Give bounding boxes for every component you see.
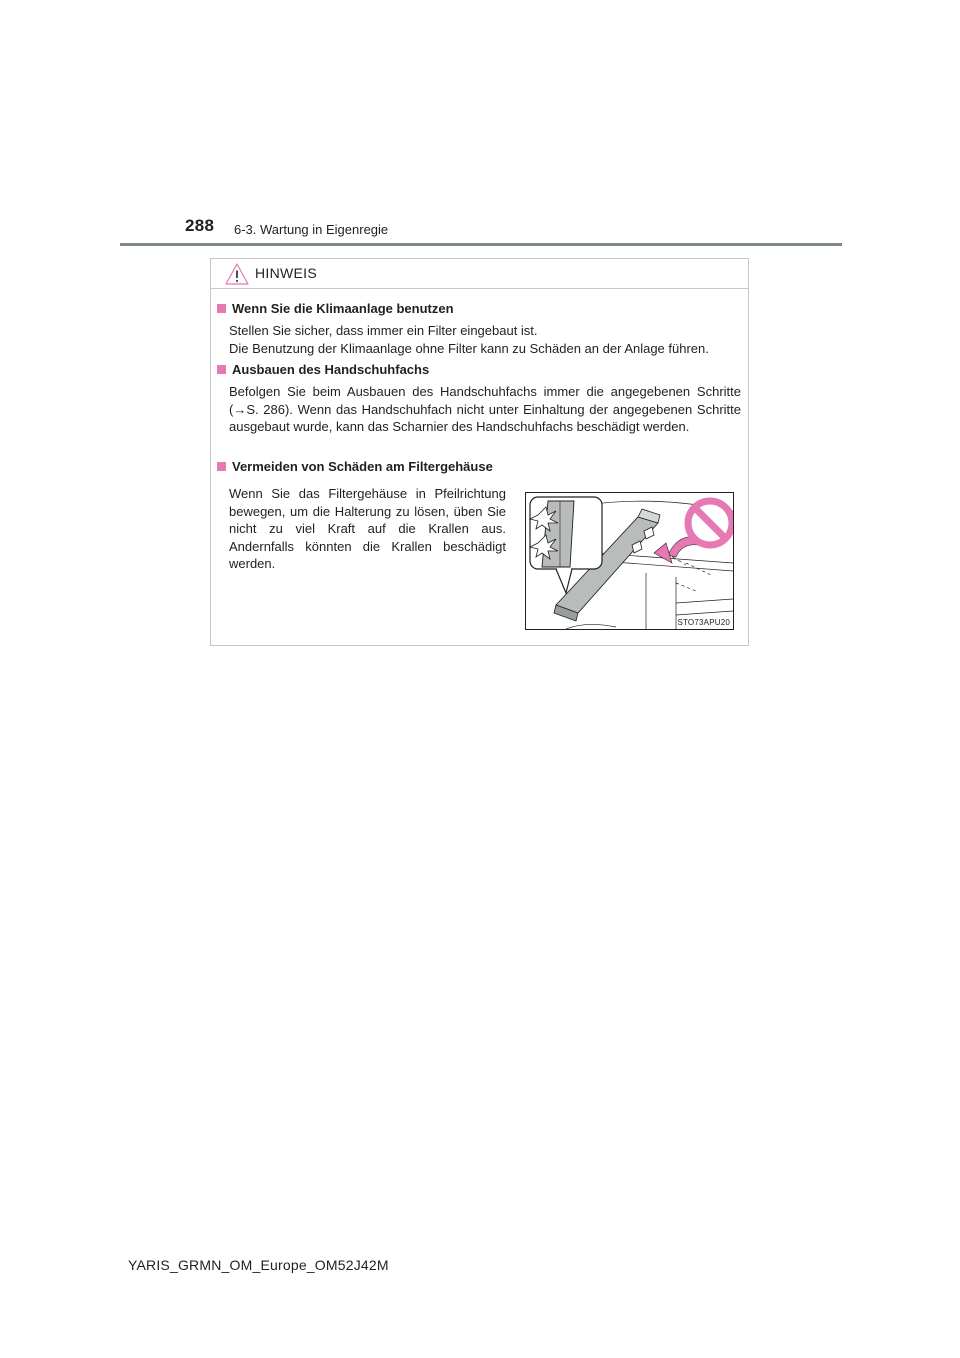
page-number: 288 bbox=[185, 216, 215, 235]
item-heading-air-conditioning bbox=[217, 301, 454, 316]
notice-header bbox=[211, 259, 748, 289]
body-line: Stellen Sie sicher, dass immer ein Filter eingebaut ist. bbox=[229, 323, 538, 338]
bullet-square-icon bbox=[217, 304, 226, 313]
header-rule bbox=[120, 243, 842, 246]
filter-housing-illustration bbox=[526, 493, 734, 630]
notice-label: HINWEIS bbox=[255, 265, 317, 281]
item-body-glove-box: Befolgen Sie beim Ausbauen des Handschuhfachs immer die angegebenen Schritte (→S. 286). Wenn das Handschuhfach nicht unter Einhaltung der angegebenen Schritte ausgebaut wurde, kann das Scharnier des Handschuhfachs beschädigt werden. bbox=[229, 384, 741, 434]
bullet-square-icon bbox=[217, 462, 226, 471]
figure-code: STO73APU20 bbox=[677, 618, 730, 627]
filter-housing-figure bbox=[525, 492, 734, 630]
bullet-square-icon bbox=[217, 365, 226, 374]
item-body-filter-housing: Wenn Sie das Filtergehäuse in Pfeilrichtung bewegen, um die Halterung zu lösen, üben Sie nicht zu viel Kraft auf die Krallen aus. Andernfalls könnten die Krallen beschädigt werden. bbox=[229, 486, 506, 571]
notice-box bbox=[210, 258, 749, 646]
item-heading-filter-housing bbox=[217, 459, 493, 474]
item-heading-text: Ausbauen des Handschuhfachs bbox=[232, 362, 430, 377]
item-heading-text: Wenn Sie die Klimaanlage benutzen bbox=[232, 301, 454, 316]
item-heading-text: Vermeiden von Schäden am Filtergehäuse bbox=[232, 459, 493, 474]
warning-triangle-icon bbox=[225, 263, 249, 285]
item-heading-glove-box bbox=[217, 362, 429, 377]
body-line: Die Benutzung der Klimaanlage ohne Filter kann zu Schäden an der Anlage führen. bbox=[229, 340, 709, 356]
footer-document-id: YARIS_GRMN_OM_Europe_OM52J42M bbox=[128, 1257, 389, 1273]
item-body-air-conditioning bbox=[229, 322, 741, 357]
section-title: 6-3. Wartung in Eigenregie bbox=[234, 222, 389, 237]
